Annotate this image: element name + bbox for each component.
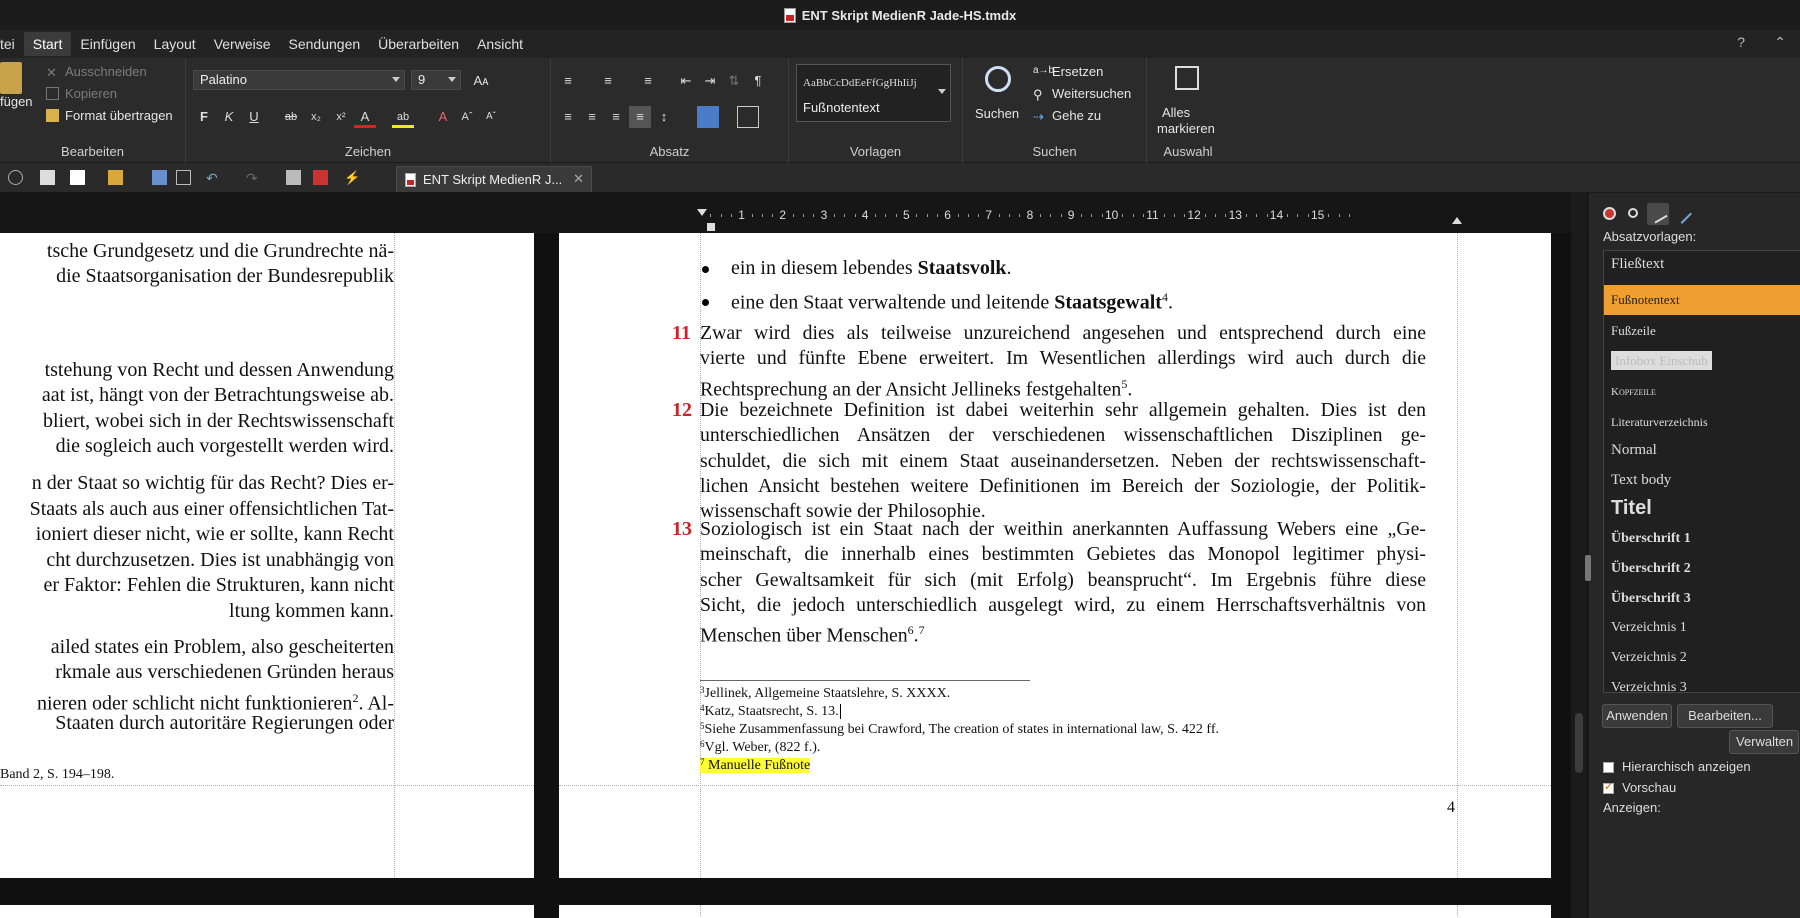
group-label-styles: Vorlagen: [849, 144, 902, 159]
copy-label: Kopieren: [65, 86, 118, 101]
style-item[interactable]: Text body: [1611, 472, 1672, 488]
text-fragment: . Al-: [358, 692, 394, 715]
text-line: die sogleich auch vorgestellt werden wird.: [55, 435, 394, 457]
text-line-with-footnote: Menschen über Menschen$^6$.$^7$: [700, 623, 925, 647]
style-current: Fußnotentext: [803, 100, 880, 115]
bold-term: Staatsvolk: [917, 257, 1007, 279]
select-all-icon[interactable]: [1175, 66, 1199, 90]
footnote[interactable]: [700, 685, 950, 703]
quick-toolbar: [0, 163, 1800, 193]
ruler-tick: [1267, 214, 1268, 217]
text-line: die Staatsorganisation der Bundesrepublik: [56, 265, 394, 287]
ruler-tick: [844, 214, 845, 217]
text-line: unterschiedlichen Ansätzen der verschiedenen wissenschaftlichen Disziplinen ge-: [700, 424, 1426, 447]
ruler-tick: [1349, 214, 1350, 217]
format-icon[interactable]: [1671, 203, 1693, 225]
navigator-icon[interactable]: [1599, 203, 1621, 225]
group-label-paragraph: Absatz: [649, 144, 690, 159]
collapse-ribbon-icon[interactable]: ⌃: [1774, 34, 1786, 50]
text-line: rkmale aus verschiedenen Gründen heraus: [55, 661, 394, 683]
ruler-tick: [1215, 214, 1216, 217]
text-fragment: .: [1167, 291, 1173, 314]
footnote-text: Jellinek, Allgemeine Staatslehre, S. XXXX.: [704, 686, 951, 701]
text-line: schuldet, die sich mit einem Staat auseinandersetzen. Neben der rechtswissenschaft-: [700, 449, 1426, 472]
ruler-tick: [793, 214, 794, 217]
style-item[interactable]: Verzeichnis 3: [1611, 680, 1687, 693]
ruler-tick: [762, 214, 763, 217]
ruler-tick: [721, 214, 722, 217]
margin-number: 11: [672, 322, 691, 344]
shrink-font-icon[interactable]: Aˇ: [486, 111, 496, 122]
footnote-text: Vgl. Weber, (822 f.).: [704, 740, 821, 755]
margin-guide: [0, 785, 534, 786]
open-folder-icon[interactable]: [108, 170, 123, 185]
ruler-number: 15: [1311, 208, 1325, 222]
ruler-number: 10: [1105, 208, 1119, 222]
chevron-down-icon: [392, 77, 400, 82]
style-item[interactable]: Fließtext: [1611, 256, 1665, 272]
bullet-list-icon[interactable]: ≡: [564, 73, 572, 88]
scrollbar-thumb[interactable]: [1575, 713, 1583, 773]
search-icon[interactable]: [985, 66, 1011, 92]
text-line: Soziologisch ist ein Staat nach der weithin anerkannten Auffassung Webers eine „Ge-: [700, 518, 1426, 540]
margin-guide: [559, 785, 1551, 786]
align-left-icon[interactable]: ≡: [564, 109, 572, 124]
text-line-with-footnote: Rechtsprechung an der Ansicht Jellineks festgehalten$^5$.: [700, 376, 1133, 401]
font-color-icon[interactable]: A: [354, 106, 376, 128]
text-line: lichen Ansicht bestehen weitere Definitionen im Bereich der Soziologie, der Politik-: [700, 474, 1426, 497]
tab-marker-icon[interactable]: [707, 223, 715, 231]
ruler-tick: [772, 214, 773, 217]
find-next-icon: ⚲: [1033, 87, 1043, 102]
ruler-number: 13: [1228, 208, 1242, 222]
clear-format-icon[interactable]: A: [438, 109, 448, 124]
ruler-number: 14: [1269, 208, 1284, 222]
find-button[interactable]: Suchen: [975, 106, 1020, 121]
text-line: er Faktor: Fehlen die Strukturen, kann nicht: [43, 574, 394, 596]
footnote-ref: 7: [918, 623, 925, 638]
document-tab-title: ENT Skript MedienR J...: [423, 172, 563, 187]
page-number: 4: [1447, 799, 1455, 816]
style-gallery[interactable]: [796, 64, 951, 122]
page-left[interactable]: [0, 233, 534, 878]
group-label-select: Auswahl: [1163, 144, 1213, 159]
group-paragraph: [551, 58, 789, 163]
apply-button[interactable]: Anwenden: [1602, 704, 1672, 728]
menu-bar: [0, 30, 1800, 58]
text-line: Zwar wird dies als teilweise unzureichend angesehen und entsprechend durch eine: [700, 322, 1426, 344]
ruler-tick: [834, 214, 835, 217]
margin-number: 13: [672, 518, 692, 540]
ruler-tick: [1133, 214, 1134, 217]
ruler-tick: [1308, 214, 1309, 217]
footnote-ref: 5: [1121, 376, 1128, 391]
ruler-tick: [1122, 214, 1123, 217]
ruler[interactable]: [0, 193, 1588, 233]
ruler-number: 7: [985, 208, 993, 222]
text-line: cht durchzusetzen. Dies ist unabhängig von: [46, 549, 394, 571]
text-line: ailed states ein Problem, also gescheiterten: [50, 636, 394, 658]
footnote[interactable]: [700, 703, 841, 721]
text-line: Staats als auch aus einer offensichtlichen Tat-: [29, 498, 394, 520]
highlight-icon[interactable]: ab: [392, 106, 414, 128]
footnote[interactable]: [700, 721, 1219, 739]
group-label-edit: Bearbeiten: [61, 144, 124, 159]
paste-button[interactable]: fügen: [0, 94, 33, 109]
margin-guide: [700, 905, 701, 918]
ruler-number: 3: [820, 208, 828, 222]
replace-icon: a→b: [1033, 65, 1055, 76]
font-size-value: 9: [418, 72, 426, 87]
ruler-number: 4: [861, 208, 869, 222]
group-edit: [0, 58, 186, 163]
bullet-icon: [702, 299, 709, 306]
text-line: Die bezeichnete Definition ist dabei weiterhin sehr allgemein gehalten. Dies ist den: [700, 399, 1426, 421]
ruler-tick: [968, 214, 969, 217]
text-line: meinschaft, die innerhalb eines bestimmten Gebietes das Monopol legitimer physi-: [700, 543, 1426, 566]
paragraph-styles-label: Absatzvorlagen:: [1603, 229, 1697, 244]
footnote-number: 4: [700, 703, 705, 713]
menu-einfuegen[interactable]: Einfügen: [80, 36, 136, 52]
ruler-tick: [875, 214, 876, 217]
copy-icon: [46, 87, 59, 100]
ruler-tick: [752, 214, 753, 217]
ruler-tick: [999, 214, 1000, 217]
highlighted-footnote: [700, 758, 810, 773]
footnote-ref: 4: [1161, 290, 1168, 304]
cut-label: Ausschneiden: [65, 64, 147, 79]
style-preview: AaBbCcDdEeFfGgHhIiJj: [803, 77, 917, 89]
style-item[interactable]: [1604, 353, 1800, 369]
text-line: bliert, wobei sich in der Rechtswissenschaft: [42, 410, 394, 432]
save-icon[interactable]: [152, 170, 167, 185]
style-item[interactable]: Kopfzeile: [1611, 386, 1656, 398]
chevron-down-icon: [448, 77, 456, 82]
ruler-tick: [896, 214, 897, 217]
pdf-icon[interactable]: [313, 170, 328, 185]
style-item[interactable]: Verzeichnis 2: [1611, 650, 1687, 665]
text-line: wissenschaft sowie der Philosophie.: [700, 500, 986, 523]
styles-icon[interactable]: [1647, 203, 1669, 225]
styles-sidebar: [1588, 193, 1800, 918]
margin-guide: [394, 233, 395, 878]
document-workspace[interactable]: [0, 193, 1588, 918]
decrease-indent-icon[interactable]: ⇤: [680, 73, 692, 88]
footnote-text: Siehe Zusammenfassung bei Crawford, The creation of states in international law, S. 422 ff.: [704, 722, 1219, 737]
format-painter-button[interactable]: [46, 108, 173, 123]
group-select: [1147, 58, 1229, 163]
new-document-icon[interactable]: [70, 170, 85, 185]
footnote-number: 7: [700, 757, 705, 767]
text-line: ioniert dieser nicht, wie er sollte, kann Recht: [35, 523, 394, 545]
paragraph-style-list[interactable]: [1603, 250, 1800, 693]
paste-icon[interactable]: [0, 62, 22, 94]
ruler-number: 12: [1187, 208, 1201, 222]
replace-button[interactable]: [1033, 64, 1103, 79]
ruler-tick: [958, 214, 959, 217]
ruler-number: 6: [944, 208, 951, 222]
goto-button[interactable]: [1033, 108, 1101, 123]
ruler-tick: [885, 214, 886, 217]
style-item[interactable]: Normal: [1611, 442, 1657, 458]
align-right-icon[interactable]: ≡: [612, 109, 620, 124]
bullet-icon: [702, 266, 709, 273]
ruler-tick: [731, 214, 732, 217]
multilevel-list-icon[interactable]: ≡: [644, 73, 652, 88]
goto-icon: ⇢: [1033, 109, 1044, 124]
right-indent-marker-icon[interactable]: [1452, 217, 1462, 224]
text-cursor: [840, 704, 841, 719]
footnote-highlighted[interactable]: [700, 757, 810, 775]
hierarchical-checkbox[interactable]: [1603, 762, 1614, 773]
line-spacing-icon[interactable]: ↕: [660, 109, 668, 124]
superscript-icon[interactable]: x²: [336, 111, 346, 123]
font-size-select[interactable]: [411, 70, 461, 90]
select-all-label-1[interactable]: Alles: [1162, 105, 1191, 120]
list-item: [731, 257, 1012, 280]
strikethrough-icon[interactable]: ab: [284, 111, 298, 123]
ruler-tick: [813, 214, 814, 217]
hand-icon[interactable]: [8, 170, 23, 185]
indent-marker-icon[interactable]: [697, 209, 707, 216]
footnote-number: 3: [700, 685, 705, 695]
format-painter-label: Format übertragen: [65, 108, 173, 123]
group-font: [186, 58, 551, 163]
page-current[interactable]: [559, 233, 1551, 878]
align-center-icon[interactable]: ≡: [588, 109, 596, 124]
menu-verweise[interactable]: Verweise: [213, 36, 271, 52]
margin-guide: [1457, 233, 1458, 878]
footnote-text: Katz, Staatsrecht, S. 13.: [704, 704, 839, 719]
manage-button[interactable]: Verwalten: [1729, 730, 1799, 754]
style-item[interactable]: Literaturverzeichnis: [1611, 415, 1708, 429]
text-line: tsche Grundgesetz und die Grundrechte nä-: [46, 240, 394, 262]
menu-ansicht[interactable]: Ansicht: [477, 36, 524, 52]
italic-icon[interactable]: K: [224, 109, 234, 124]
ruler-tick: [978, 214, 979, 217]
text-line: tstehung von Recht und dessen Anwendung: [44, 359, 394, 381]
paragraph-11: [700, 321, 1426, 402]
undo-icon[interactable]: ↶: [206, 170, 218, 186]
ruler-tick: [1102, 214, 1103, 217]
ruler-tick: [1225, 214, 1226, 217]
style-item[interactable]: Überschrift 1: [1611, 531, 1691, 546]
ruler-tick: [1019, 214, 1020, 217]
subscript-icon[interactable]: x₂: [311, 111, 321, 123]
underline-icon[interactable]: U: [249, 109, 259, 124]
pilcrow-icon[interactable]: ¶: [754, 73, 762, 88]
increase-indent-icon[interactable]: ⇥: [704, 73, 716, 88]
paragraph-13: [700, 517, 1426, 649]
sort-icon[interactable]: ⇅: [728, 73, 740, 88]
group-styles: [789, 58, 963, 163]
ruler-tick: [916, 214, 917, 217]
ruler-tick: [1339, 214, 1340, 217]
list-item: [731, 290, 1173, 315]
menu-layout[interactable]: Layout: [153, 36, 196, 52]
text-fragment: eine den Staat verwaltende und leitende: [731, 291, 1055, 314]
ruler-tick: [710, 214, 711, 217]
footnote: Band 2, S. 194–198.: [0, 767, 115, 782]
find-next-label: Weitersuchen: [1052, 86, 1132, 101]
ruler-tick: [1061, 214, 1062, 217]
ruler-tick: [1297, 214, 1298, 217]
group-search: [963, 58, 1147, 163]
menu-ueberarbeiten[interactable]: Überarbeiten: [378, 36, 460, 52]
borders-icon[interactable]: [737, 106, 759, 128]
mail-icon[interactable]: [176, 170, 191, 185]
justify-icon[interactable]: ≡: [629, 106, 651, 128]
replace-label: Ersetzen: [1052, 64, 1104, 79]
help-icon[interactable]: ?: [1737, 34, 1745, 50]
ruler-number: 9: [1067, 208, 1075, 222]
page-next: [559, 905, 1551, 918]
redo-icon[interactable]: ↷: [246, 170, 258, 186]
style-item-label: Infobox Einschub: [1611, 351, 1712, 370]
page-next-left: [0, 905, 534, 918]
text-line: ltung kommen kann.: [229, 600, 394, 622]
edit-style-button[interactable]: Bearbeiten...: [1677, 704, 1773, 728]
text-fragment: ein in diesem lebendes: [731, 257, 918, 279]
macro-icon[interactable]: ⚡: [344, 170, 361, 185]
print-icon[interactable]: [286, 170, 301, 185]
window-title-bar: [0, 0, 1800, 30]
find-next-button[interactable]: [1033, 86, 1131, 101]
ribbon: [0, 58, 1800, 163]
grow-font-icon[interactable]: Aˆ: [461, 111, 473, 123]
ruler-tick: [1287, 214, 1288, 217]
style-item[interactable]: Überschrift 3: [1611, 591, 1691, 606]
ruler-tick: [1081, 214, 1082, 217]
footnote-number: 5: [700, 721, 705, 731]
margin-guide: [1457, 905, 1458, 918]
ruler-tick: [1246, 214, 1247, 217]
brush-icon: [46, 109, 59, 122]
ruler-tick: [1009, 214, 1010, 217]
menu-sendungen[interactable]: Sendungen: [288, 36, 361, 52]
footnote-text: Manuelle Fußnote: [704, 758, 811, 773]
footnote-separator: [700, 680, 1030, 681]
ruler-tick: [1184, 214, 1185, 217]
bold-icon[interactable]: F: [200, 109, 208, 124]
select-all-label-2[interactable]: markieren: [1157, 121, 1215, 136]
text-case-icon[interactable]: Aᴀ: [473, 73, 489, 88]
text-fragment: nieren oder schlicht nicht funktionieren: [36, 692, 353, 715]
ruler-tick: [937, 214, 938, 217]
style-item-selected[interactable]: Fußnotentext: [1604, 285, 1800, 315]
footnote-number: 6: [700, 739, 705, 749]
ruler-tick: [1256, 214, 1257, 217]
text-line: scher Gewaltsamkeit für sich (mit Erfolg) beansprucht“. Im Ergebnis führe diese: [700, 568, 1426, 591]
ruler-tick: [1040, 214, 1041, 217]
shading-icon[interactable]: [697, 106, 719, 128]
style-item[interactable]: Fußzeile: [1611, 323, 1656, 338]
ruler-tick: [803, 214, 804, 217]
ruler-number: 11: [1146, 208, 1159, 222]
ruler-tick: [1091, 214, 1092, 217]
hierarchical-label: Hierarchisch anzeigen: [1622, 759, 1751, 774]
footnote-ref: 6: [907, 623, 914, 638]
text-fragment: Menschen über Menschen: [700, 624, 908, 647]
document-tab[interactable]: [396, 166, 592, 192]
ruler-tick: [1174, 214, 1175, 217]
numbered-list-icon[interactable]: ≡: [604, 73, 612, 88]
group-label-font: Zeichen: [344, 144, 392, 159]
ruler-tick: [1328, 214, 1329, 217]
window-title: ENT Skript MedienR Jade-HS.tmdx: [801, 7, 1017, 23]
ruler-tick: [1143, 214, 1144, 217]
font-family-select[interactable]: [193, 70, 405, 90]
font-family-value: Palatino: [200, 72, 247, 87]
ruler-number: 5: [903, 208, 910, 222]
ruler-tick: [927, 214, 928, 217]
goto-label: Gehe zu: [1052, 108, 1102, 123]
preview-checkbox[interactable]: [1603, 783, 1614, 794]
text-line: n der Staat so wichtig für das Recht? Dies er-: [31, 472, 394, 494]
page-icon[interactable]: [40, 170, 55, 185]
group-label-search: Suchen: [1032, 144, 1077, 159]
margin-number: 12: [672, 399, 692, 421]
ruler-tick: [1205, 214, 1206, 217]
sidebar-splitter[interactable]: [1585, 555, 1591, 581]
ruler-number: 2: [779, 208, 787, 222]
paragraph-12: [700, 398, 1426, 524]
preview-label: Vorschau: [1622, 780, 1677, 795]
chevron-down-icon[interactable]: [938, 89, 946, 94]
ruler-tick: [855, 214, 856, 217]
footnote[interactable]: [700, 739, 820, 757]
text-line: Staaten durch autoritäre Regierungen oder: [55, 712, 394, 734]
text-line: aat ist, hängt von der Betrachtungsweise ab.: [41, 384, 394, 406]
document-icon: [784, 8, 796, 23]
style-item[interactable]: Überschrift 2: [1611, 561, 1691, 576]
ruler-tick: [1164, 214, 1165, 217]
cut-button[interactable]: [46, 64, 147, 79]
text-line: vierte und fünfte Ebene erweitert. Im Wesentlichen allerdings wird auch durch die: [700, 347, 1426, 370]
text-line: Sicht, die jedoch unterschiedlich ausgelegt wird, zu einem Herrschaftsverhältnis von: [700, 593, 1426, 616]
ruler-number: 1: [738, 208, 745, 222]
close-icon[interactable]: ✕: [573, 171, 584, 186]
menu-datei[interactable]: tei: [0, 36, 15, 52]
text-fragment: .: [1006, 257, 1012, 279]
copy-button[interactable]: [46, 86, 117, 101]
scissors-icon: ✕: [46, 65, 57, 80]
document-icon: [405, 173, 416, 187]
ruler-tick: [1050, 214, 1051, 217]
text-fragment: Rechtsprechung an der Ansicht Jellineks festgehalten: [700, 378, 1122, 401]
menu-start[interactable]: Start: [24, 32, 72, 56]
bold-term: Staatsgewalt: [1054, 291, 1162, 314]
style-item[interactable]: Verzeichnis 1: [1611, 620, 1687, 635]
show-label: Anzeigen:: [1603, 800, 1661, 815]
footnote-ref: 2: [352, 691, 359, 705]
ruler-number: 8: [1026, 208, 1034, 222]
style-item[interactable]: Titel: [1611, 497, 1652, 519]
search-icon[interactable]: [1623, 203, 1645, 225]
